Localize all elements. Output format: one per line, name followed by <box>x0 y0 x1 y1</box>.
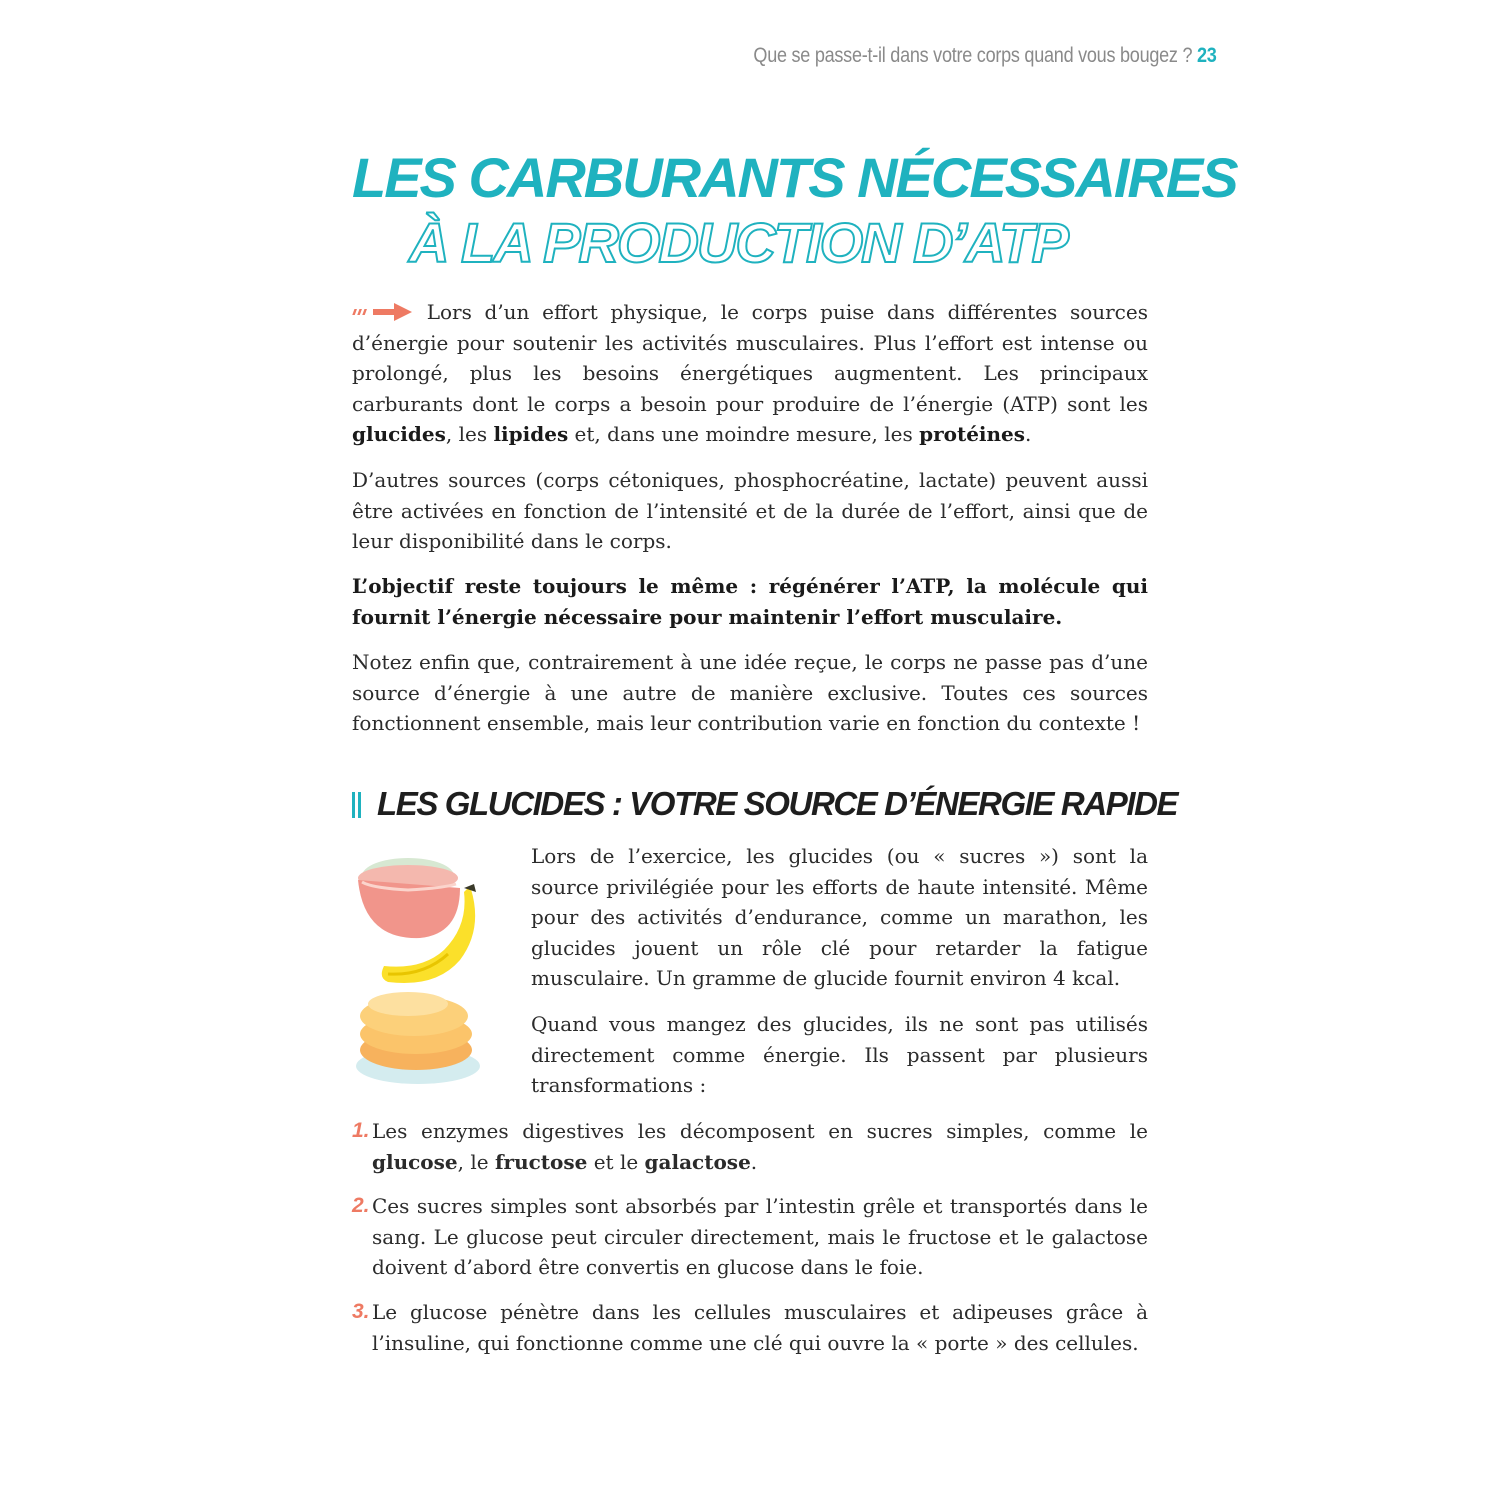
list-number: 1. <box>352 1119 370 1142</box>
running-header <box>754 44 1217 68</box>
list-item <box>352 1116 1148 1177</box>
list-item-text: Le glucose pénètre dans les cellules musculaires et adipeuses grâce à l’insuline, qui fonctionne comme une clé qui ouvre la « porte » des cellules. <box>372 1300 1148 1355</box>
bold-term: galactose <box>644 1149 751 1174</box>
list-number: 2. <box>352 1194 370 1217</box>
pancakes-icon <box>356 992 480 1084</box>
list-item <box>352 1191 1148 1283</box>
running-title: Que se passe-t-il dans votre corps quand vous bougez ? <box>753 44 1193 67</box>
intro-paragraph-2: D’autres sources (corps cétoniques, phosphocréatine, lactate) peuvent aussi être activées en fonction de l’intensité et de la durée de l’effort, ainsi que de leur disponibilité dans le corps. <box>352 468 1148 553</box>
bold-term: fructose <box>494 1149 588 1174</box>
list-number: 3. <box>352 1300 370 1323</box>
bold-term: lipides <box>493 422 569 446</box>
intro-paragraph-1: Lors d’un effort physique, le corps puise dans différentes sources d’énergie pour soutenir les activités musculaires. Plus l’effort est intense ou prolongé, plus les besoins énergétiques augmentent. Les principaux carburants dont le corps a besoin pour produire de l’énergie (ATP) sont les glucides, les lipides et, dans une moindre mesure, les protéines. <box>352 297 1148 450</box>
section-heading: LES GLUCIDES : VOTRE SOURCE D’ÉNERGIE RAPIDE <box>352 781 1148 827</box>
list-item <box>352 1297 1148 1358</box>
section-paragraph-1: Lors de l’exercice, les glucides (ou « sucres ») sont la source privilégiée pour les efforts de haute intensité. Même pour des activités d’endurance, comme un marathon, les glucides jouent un rôle clé pour retarder la fatigue musculaire. Un gramme de glucide fournit environ 4 kcal. <box>531 844 1148 990</box>
list-item-text: Ces sucres simples sont absorbés par l’intestin grêle et transportés dans le sang. Le glucose peut circuler directement, mais le fructose et le galactose doivent d’abord être convertis en glucose dans le foie. <box>372 1194 1148 1279</box>
section-paragraph-2: Quand vous mangez des glucides, ils ne sont pas utilisés directement comme énergie. Ils passent par plusieurs transformations : <box>531 1012 1148 1097</box>
key-statement: L’objectif reste toujours le même : régénérer l’ATP, la molécule qui fournit l’énergie nécessaire pour maintenir l’effort musculaire. <box>352 574 1148 629</box>
heading-bars-icon <box>352 792 367 818</box>
bold-term: glucose <box>372 1149 458 1174</box>
page-title-line2: À LA PRODUCTION D’ATP <box>409 211 1067 274</box>
bold-term: glucides <box>352 422 446 446</box>
arrow-right-icon <box>352 302 414 322</box>
intro-paragraph-4: Notez enfin que, contrairement à une idée reçue, le corps ne passe pas d’une source d’énergie à une autre de manière exclusive. Toutes ces sources fonctionnent ensemble, mais leur contribution varie en fonction du contexte ! <box>352 650 1148 735</box>
page-title-line1: LES CARBURANTS NÉCESSAIRES <box>352 146 1237 209</box>
rice-bowl-icon <box>358 858 460 938</box>
bold-term: protéines <box>919 422 1026 446</box>
list-item-text: Les enzymes digestives les décomposent en sucres simples, comme le glucose, le fructose et le galactose. <box>372 1119 1148 1174</box>
carbohydrate-foods-illustration <box>352 848 492 1088</box>
page-number: 23 <box>1197 44 1217 67</box>
